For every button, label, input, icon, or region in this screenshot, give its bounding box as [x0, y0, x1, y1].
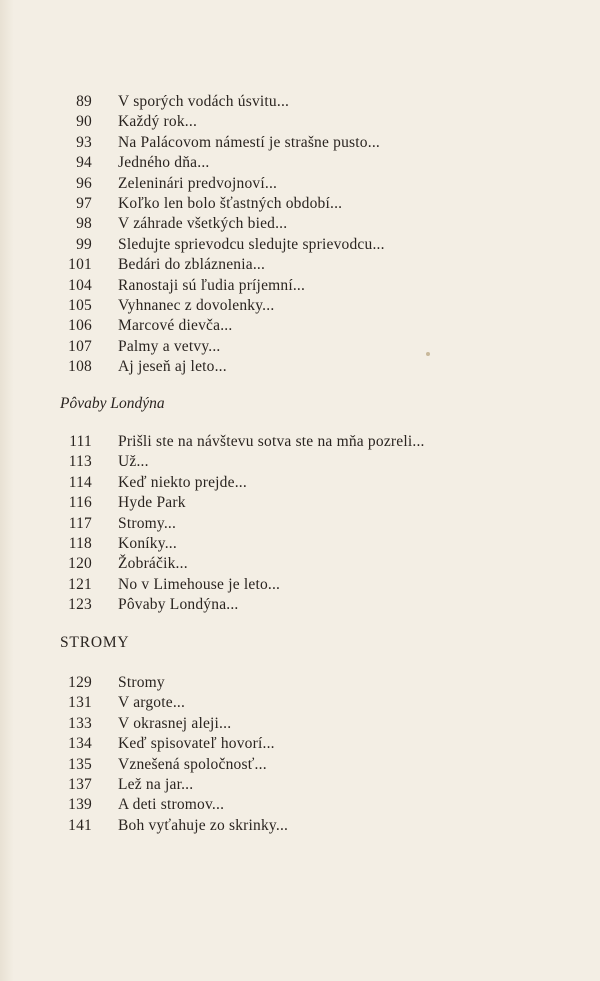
toc-entry [58, 755, 288, 775]
toc-entry [58, 795, 288, 815]
entry-title: Stromy... [118, 514, 177, 532]
page-number: 133 [68, 714, 92, 732]
page-number: 97 [76, 194, 92, 212]
entry-title: A deti stromov... [118, 796, 225, 814]
toc-entry [58, 554, 425, 574]
entry-title: Prišli ste na návštevu sotva ste na mňa pozreli... [118, 433, 425, 450]
page-number: 131 [68, 694, 92, 712]
section-heading: STROMY [60, 634, 130, 651]
toc-entry [58, 714, 288, 734]
toc-entry [58, 255, 385, 275]
toc-entry [58, 816, 288, 836]
entry-title: Aj jeseň aj leto... [118, 358, 227, 376]
page-number: 106 [68, 317, 92, 335]
toc-entry [58, 452, 425, 472]
entry-title: Každý rok... [118, 113, 198, 131]
entry-title: Koníky... [118, 534, 177, 552]
paper-speck [426, 352, 430, 356]
page-number: 89 [76, 93, 92, 110]
toc-entry [58, 514, 425, 534]
page-number: 120 [68, 555, 92, 573]
page-number: 134 [68, 735, 92, 753]
entry-title: Koľko len bolo šťastných období... [118, 194, 343, 212]
toc-entry [58, 734, 288, 754]
entry-title: Sledujte sprievodcu sledujte sprievodcu... [118, 235, 385, 253]
entry-title: V záhrade všetkých bied... [118, 215, 288, 233]
toc-entry [58, 153, 385, 173]
entry-title: Boh vyťahuje zo skrinky... [118, 816, 289, 834]
toc-entry [58, 493, 425, 513]
page-number: 141 [68, 816, 92, 834]
toc-entry [58, 112, 385, 132]
entry-title: Už... [118, 453, 149, 471]
entry-title: Palmy a vetvy... [118, 337, 221, 355]
entry-title: Vznešená spoločnosť... [118, 755, 267, 773]
page-number: 99 [76, 235, 92, 253]
toc-entry [58, 534, 425, 554]
entry-title: Keď spisovateľ hovorí... [118, 735, 275, 753]
page-number: 96 [76, 174, 92, 192]
entry-title: Stromy [118, 674, 165, 691]
page-number: 139 [68, 796, 92, 814]
toc-entry [58, 337, 385, 357]
toc-entry [58, 235, 385, 255]
page-number: 90 [76, 113, 92, 131]
toc-entry [58, 575, 425, 595]
entry-title: Pôvaby Londýna... [118, 596, 239, 614]
entry-title: Zeleninári predvojnoví... [118, 174, 278, 192]
toc-group-2 [58, 432, 425, 616]
page-number: 104 [68, 276, 92, 294]
page-number: 111 [69, 433, 92, 450]
page-number: 135 [68, 755, 92, 773]
page-number: 94 [76, 154, 92, 172]
toc-entry [58, 276, 385, 296]
page-number: 118 [68, 534, 92, 552]
section-heading: Pôvaby Londýna [60, 395, 165, 412]
entry-title: Na Palácovom námestí je strašne pusto... [118, 133, 380, 151]
page-number: 123 [68, 596, 92, 614]
toc-entry [58, 214, 385, 234]
page-number: 116 [68, 494, 92, 512]
page-number: 137 [68, 775, 92, 793]
entry-title: Žobráčik... [118, 555, 188, 573]
entry-title: Keď niekto prejde... [118, 473, 247, 491]
page-number: 113 [68, 453, 92, 471]
toc-entry [58, 174, 385, 194]
page-number: 107 [68, 337, 92, 355]
toc-entry [58, 133, 385, 153]
toc-entry [58, 775, 288, 795]
entry-title: Vyhnanec z dovolenky... [118, 296, 275, 314]
toc-entry [58, 357, 385, 377]
page-number: 121 [68, 575, 92, 593]
toc-entry [58, 432, 425, 452]
toc-entry [58, 595, 425, 615]
page-edge-shadow [0, 0, 14, 981]
toc-entry [58, 473, 425, 493]
entry-title: Jedného dňa... [118, 154, 210, 172]
toc-entry [58, 673, 288, 693]
page-number: 117 [68, 514, 92, 532]
entry-title: Ranostaji sú ľudia príjemní... [118, 276, 306, 294]
page-number: 105 [68, 296, 92, 314]
page-number: 93 [76, 133, 92, 151]
toc-entry [58, 194, 385, 214]
entry-title: V sporých vodách úsvitu... [118, 93, 290, 110]
entry-title: Hyde Park [118, 494, 186, 512]
toc-entry [58, 316, 385, 336]
entry-title: V okrasnej aleji... [118, 714, 232, 732]
page-number: 129 [68, 674, 92, 691]
page-number: 114 [68, 473, 92, 491]
entry-title: V argote... [118, 694, 186, 712]
page-number: 108 [68, 358, 92, 376]
page-number: 98 [76, 215, 92, 233]
toc-entry [58, 296, 385, 316]
entry-title: Lež na jar... [118, 775, 194, 793]
toc-entry [58, 92, 385, 112]
entry-title: No v Limehouse je leto... [118, 575, 281, 593]
entry-title: Bedári do zbláznenia... [118, 256, 266, 274]
entry-title: Marcové dievča... [118, 317, 233, 335]
toc-entry [58, 693, 288, 713]
toc-group-3 [58, 673, 288, 836]
toc-group-1 [58, 92, 385, 377]
page-number: 101 [68, 256, 92, 274]
